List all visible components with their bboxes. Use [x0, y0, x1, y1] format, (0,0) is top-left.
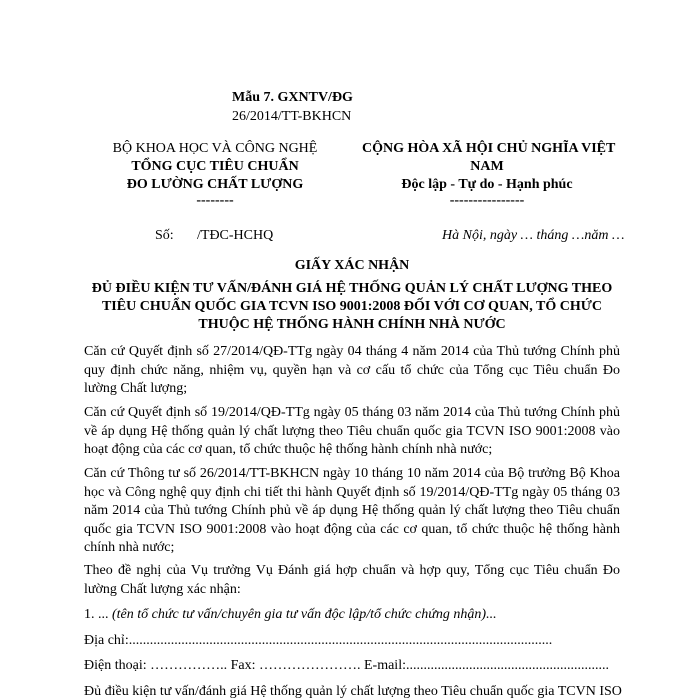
agency-name-line1: TỔNG CỤC TIÊU CHUẨN	[131, 159, 299, 174]
subtitle-line1: ĐỦ ĐIỀU KIỆN TƯ VẤN/ĐÁNH GIÁ HỆ THỐNG QUẢN LÝ CHẤT LƯỢNG THEO	[91, 281, 613, 296]
right-divider: ----------------	[449, 193, 525, 208]
place-date: Hà Nội, ngày … tháng …năm …	[442, 228, 625, 243]
form-code: Mẫu 7. GXNTV/ĐG	[232, 90, 353, 105]
number-suffix: /TĐC-HCHQ	[197, 228, 274, 243]
ministry-name: BỘ KHOA HỌC VÀ CÔNG NGHỆ	[112, 141, 318, 156]
recommendation-paragraph: Theo đề nghị của Vụ trưởng Vụ Đánh giá hợp chuẩn và hợp quy, Tổng cục Tiêu chuẩn Đo lường Chất lượng xác nhận:	[84, 563, 620, 597]
document-title: GIẤY XÁC NHẬN	[294, 258, 410, 273]
left-divider: --------	[196, 193, 234, 208]
subtitle-line2: TIÊU CHUẨN QUỐC GIA TCVN ISO 9001:2008 ĐỐI VỚI CƠ QUAN, TỔ CHỨC	[101, 299, 603, 314]
national-name-line1: CỘNG HÒA XÃ HỘI CHỦ NGHĨA VIỆT	[362, 141, 616, 156]
contact-line: Điện thoại: …………….. Fax: …………………. E-mail:..........................................................	[84, 658, 609, 673]
eligibility-line: Đủ điều kiện tư vấn/đánh giá Hệ thống quản lý chất lượng theo Tiêu chuẩn quốc gia TCVN ISO	[84, 684, 622, 699]
legal-basis-paragraph-1: Căn cứ Quyết định số 27/2014/QĐ-TTg ngày 04 tháng 4 năm 2014 của Thủ tướng Chính phủ quy định chức năng, nhiệm vụ, quyền hạn và cơ cấu tổ chức của Tổng cục Tiêu chuẩn Đo lường Chất lượng;	[84, 344, 620, 396]
subtitle-line3: THUỘC HỆ THỐNG HÀNH CHÍNH NHÀ NƯỚC	[198, 317, 506, 332]
address-line: Địa chỉ:.........................................................................................................................	[84, 633, 553, 648]
agency-name-line2: ĐO LƯỜNG CHẤT LƯỢNG	[126, 177, 304, 192]
item-1	[84, 607, 497, 623]
number-label: Số:	[155, 228, 174, 243]
legal-basis-paragraph-3: Căn cứ Thông tư số 26/2014/TT-BKHCN ngày 10 tháng 10 năm 2014 của Bộ trưởng Bộ Khoa học và Công nghệ quy định chi tiết thi hành Quyết định số 19/2014/QĐ-TTg ngày 05 tháng 03 năm 2014 của Thủ tướng Chính phủ về áp dụng Hệ thống quản lý chất lượng theo Tiêu chuẩn quốc gia TCVN ISO 9001:2008 vào hoạt động của các cơ quan, tổ chức thuộc hệ thống hành chính nhà nước;	[84, 466, 620, 555]
item-1-prefix: 1. ...	[84, 607, 109, 622]
national-name-line2: NAM	[470, 159, 504, 174]
item-1-placeholder: (tên tổ chức tư vấn/chuyên gia tư vấn độc lập/tổ chức chứng nhận)...	[112, 607, 497, 622]
legal-basis-paragraph-2: Căn cứ Quyết định số 19/2014/QĐ-TTg ngày 05 tháng 03 năm 2014 của Thủ tướng Chính phủ về áp dụng Hệ thống quản lý chất lượng theo Tiêu chuẩn quốc gia TCVN ISO 9001:2008 vào hoạt động của các cơ quan, tổ chức thuộc hệ thống hành chính nhà nước;	[84, 405, 620, 457]
circular-ref: 26/2014/TT-BKHCN	[232, 109, 352, 124]
national-motto: Độc lập - Tự do - Hạnh phúc	[401, 177, 573, 192]
